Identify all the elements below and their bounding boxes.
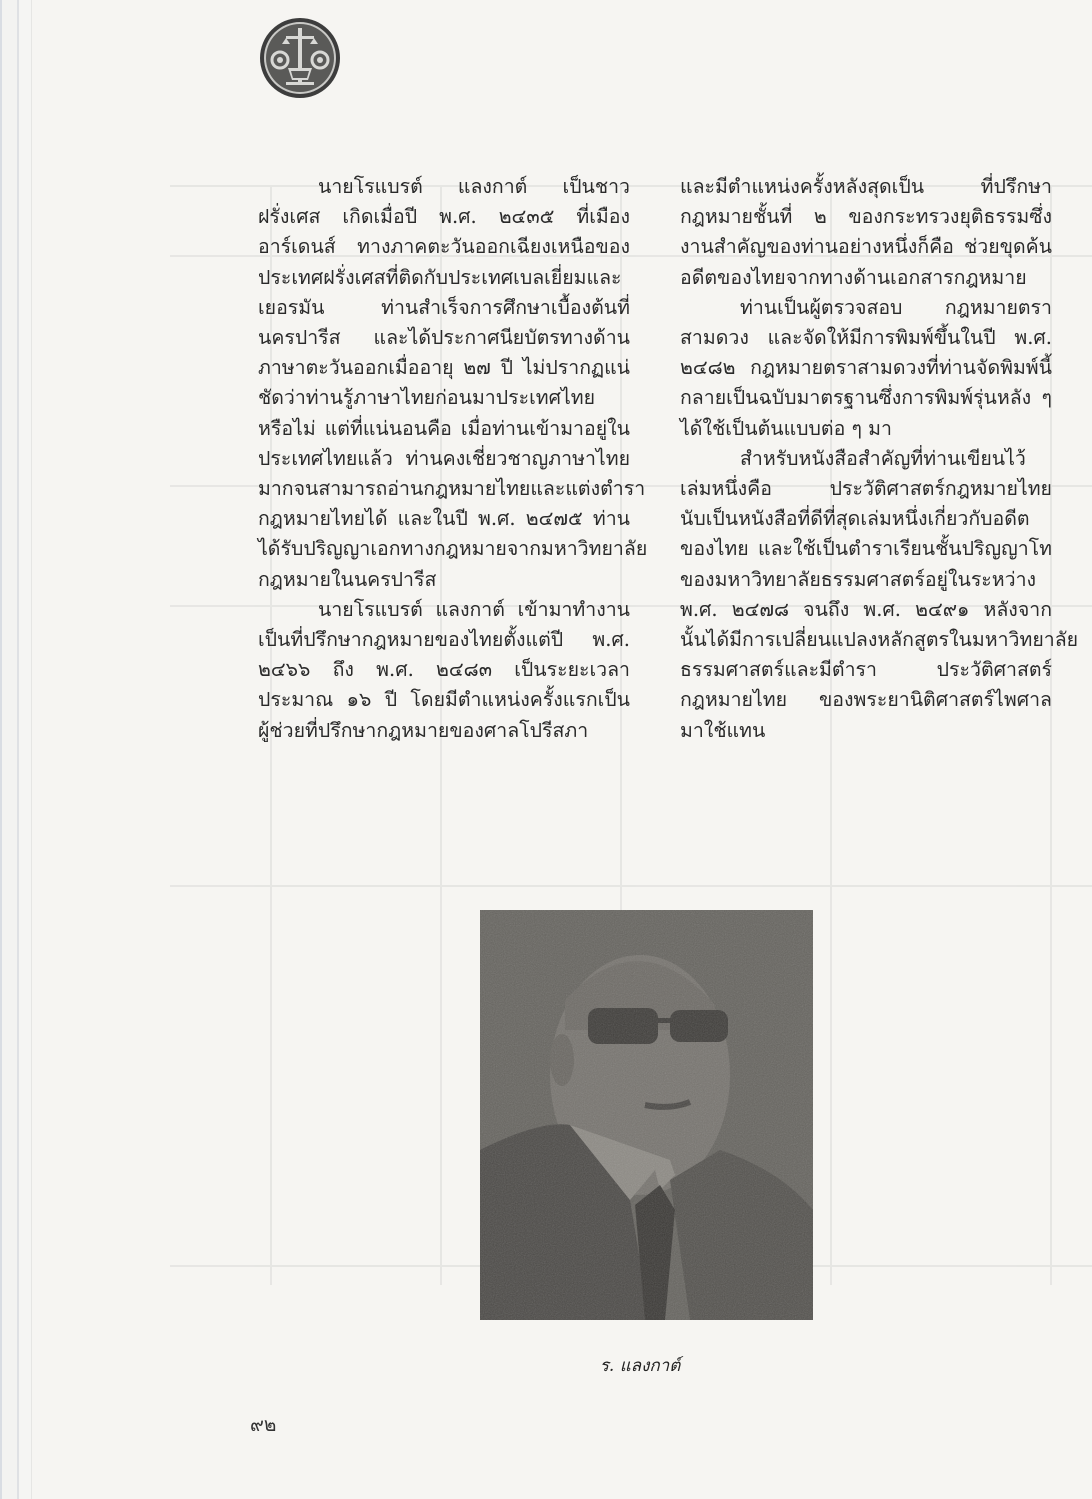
text-line: ประมาณ ๑๖ ปี โดยมีตำแหน่งครั้งแรกเป็น: [258, 688, 630, 712]
text-line: สำหรับหนังสือสำคัญที่ท่านเขียนไว้: [740, 446, 1026, 470]
text-line: ของมหาวิทยาลัยธรรมศาสตร์อยู่ในระหว่าง: [680, 567, 1037, 591]
text-line: ๒๔๘๒ กฎหมายตราสามดวงที่ท่านจัดพิมพ์นี้: [680, 356, 1052, 380]
text-line: กฎหมายไทยได้ และในปี พ.ศ. ๒๔๗๕ ท่าน: [258, 507, 630, 531]
text-line: สามดวง และจัดให้มีการพิมพ์ขึ้นในปี พ.ศ.: [680, 326, 1052, 350]
text-line: ของไทย และใช้เป็นตำราเรียนชั้นปริญญาโท: [680, 537, 1052, 561]
text-line: ประเทศไทยแล้ว ท่านคงเชี่ยวชาญภาษาไทย: [258, 446, 630, 470]
text-line: กฎหมายชั้นที่ ๒ ของกระทรวงยุติธรรมซึ่ง: [680, 205, 1052, 229]
paragraph-legal-history-book: [680, 444, 1079, 746]
text-line: ธรรมศาสตร์และมีตำรา ประวัติศาสตร์: [680, 658, 1052, 682]
page-stack-edges: [0, 0, 34, 1499]
paragraph-biography-intro: [258, 172, 648, 595]
text-line: มากจนสามารถอ่านกฎหมายไทยและแต่งตำรา: [258, 477, 646, 501]
text-line: ได้รับปริญญาเอกทางกฎหมายจากมหาวิทยาลัย: [258, 537, 648, 561]
right-text-column: [680, 172, 1079, 746]
text-line: เยอรมัน ท่านสำเร็จการศึกษาเบื้องต้นที่: [258, 295, 630, 319]
text-line: กฎหมายในนครปารีส: [258, 567, 437, 591]
left-text-column: [258, 172, 648, 746]
text-line: กลายเป็นฉบับมาตรฐานซึ่งการพิมพ์รุ่นหลัง ๆ: [680, 386, 1052, 410]
text-line: นายโรแบรต์ แลงกาต์ เข้ามาทำงาน: [318, 597, 630, 621]
text-line: กฎหมายไทย ของพระยานิติศาสตร์ไพศาล: [680, 688, 1052, 712]
text-line: ท่านเป็นผู้ตรวจสอบ กฎหมายตรา: [740, 295, 1052, 319]
portrait-photo: [480, 910, 813, 1320]
text-line: มาใช้แทน: [680, 718, 766, 742]
text-line: พ.ศ. ๒๔๗๘ จนถึง พ.ศ. ๒๔๙๑ หลังจาก: [680, 597, 1052, 621]
text-line: เป็นที่ปรึกษากฎหมายของไทยตั้งแต่ปี พ.ศ.: [258, 628, 630, 652]
text-line: งานสำคัญของท่านอย่างหนึ่งก็คือ ช่วยขุดค้น: [680, 235, 1052, 259]
text-line: นายโรแบรต์ แลงกาต์ เป็นชาว: [318, 175, 630, 198]
text-line: ๒๔๖๖ ถึง พ.ศ. ๒๔๘๓ เป็นระยะเวลา: [258, 658, 630, 682]
text-line: อดีตของไทยจากทางด้านเอกสารกฎหมาย: [680, 265, 1027, 289]
text-line: ภาษาตะวันออกเมื่ออายุ ๒๗ ปี ไม่ปรากฏแน่: [258, 356, 630, 380]
text-line: อาร์เดนส์ ทางภาคตะวันออกเฉียงเหนือของ: [258, 235, 630, 259]
text-line: ผู้ช่วยที่ปรึกษากฎหมายของศาลโปรีสภา: [258, 718, 589, 742]
text-line: นครปารีส และได้ประกาศนียบัตรทางด้าน: [258, 326, 630, 350]
text-line: นั้นได้มีการเปลี่ยนแปลงหลักสูตรในมหาวิทยาลัย: [680, 628, 1079, 652]
text-line: ประเทศฝรั่งเศสที่ติดกับประเทศเบลเยี่ยมและ: [258, 265, 622, 289]
page-number: ๙๒: [250, 1414, 277, 1436]
paragraph-career: [258, 595, 630, 746]
paragraph-career-continued: [680, 172, 1052, 293]
court-seal-emblem: [258, 16, 342, 100]
text-line: เล่มหนึ่งคือ ประวัติศาสตร์กฎหมายไทย: [680, 477, 1052, 501]
text-line: ได้ใช้เป็นต้นแบบต่อ ๆ มา: [680, 416, 892, 440]
paragraph-three-seals-law: [680, 293, 1052, 444]
text-line: ฝรั่งเศส เกิดเมื่อปี พ.ศ. ๒๔๓๕ ที่เมือง: [258, 205, 630, 229]
text-line: นับเป็นหนังสือที่ดีที่สุดเล่มหนึ่งเกี่ยวกับอดีต: [680, 507, 1030, 531]
photo-caption: ร. แลงกาต์: [599, 1356, 681, 1376]
text-line: ชัดว่าท่านรู้ภาษาไทยก่อนมาประเทศไทย: [258, 386, 596, 410]
text-line: หรือไม่ แต่ที่แน่นอนคือ เมื่อท่านเข้ามาอยู่ใน: [258, 416, 630, 440]
text-line: และมีตำแหน่งครั้งหลังสุดเป็น ที่ปรึกษา: [680, 175, 1052, 198]
